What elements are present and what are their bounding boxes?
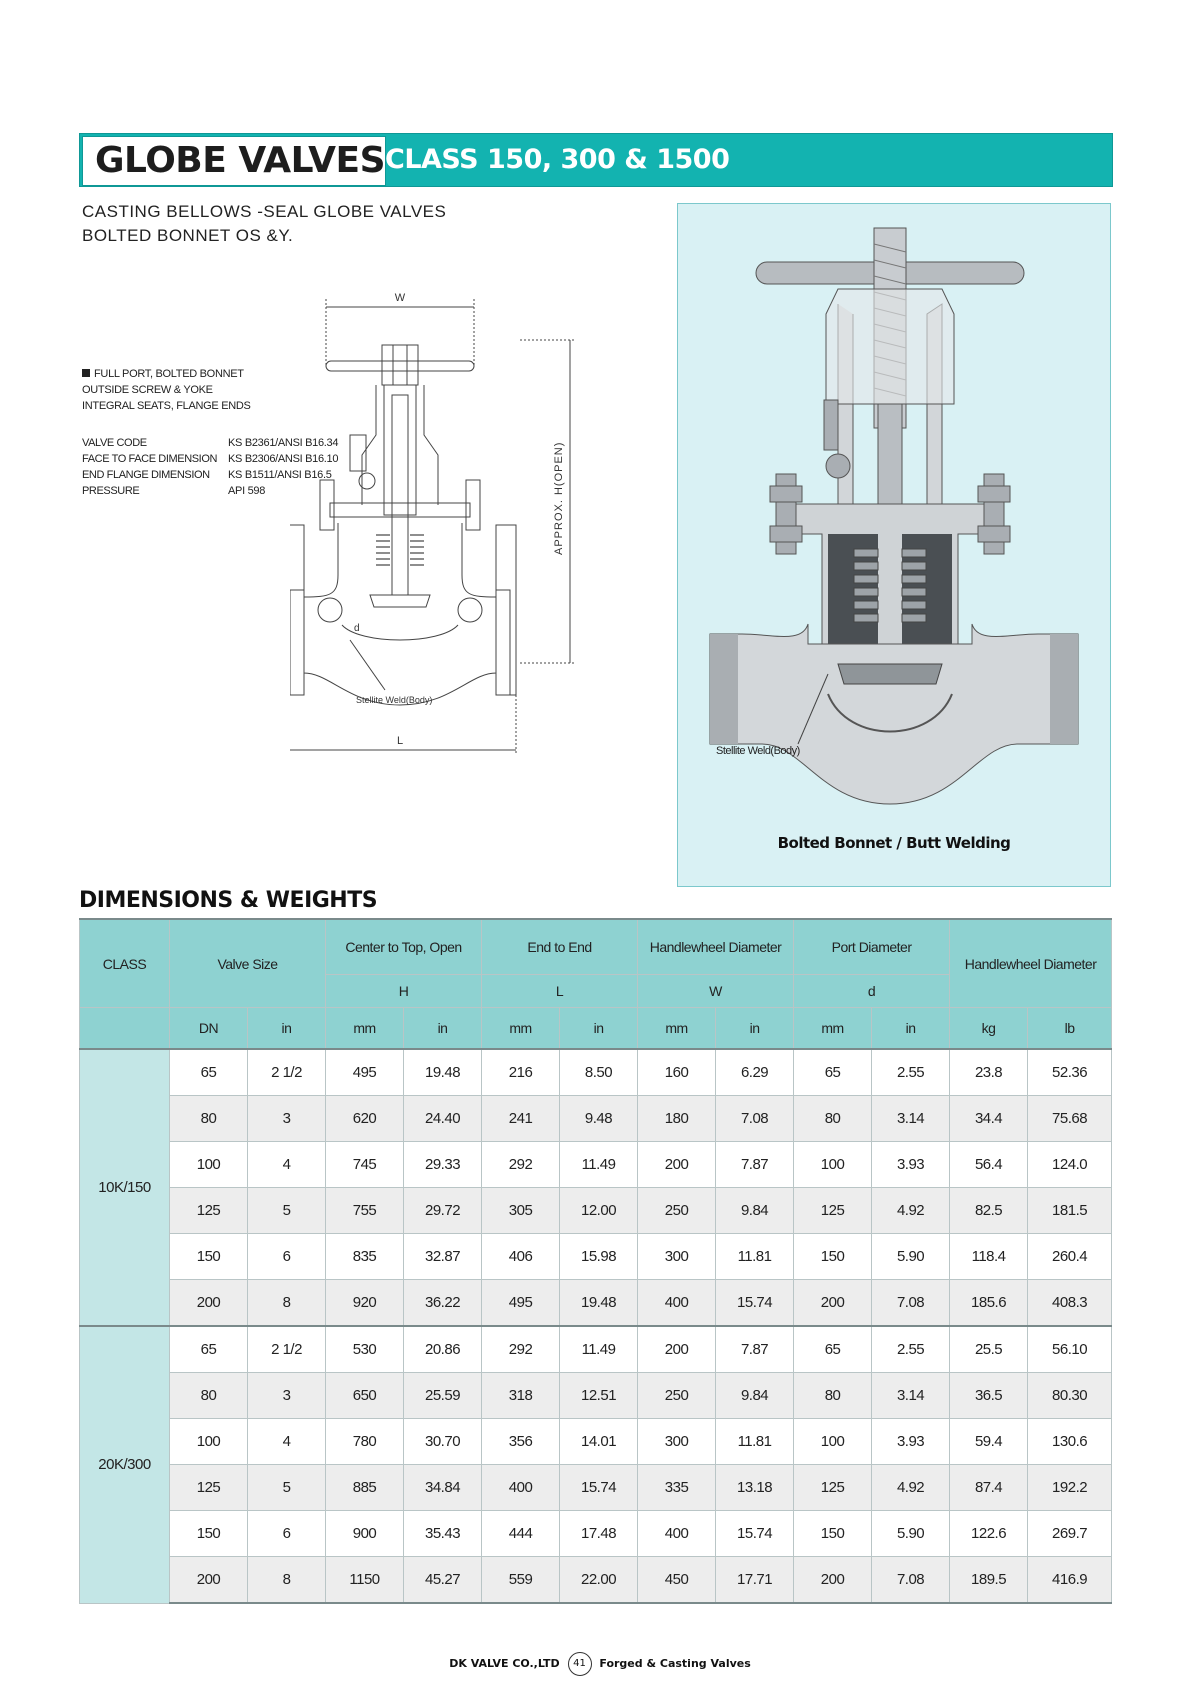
table-cell: 2.55 (872, 1049, 950, 1096)
table-cell: 11.81 (716, 1234, 794, 1280)
table-cell: 122.6 (950, 1511, 1028, 1557)
dimensions-table (79, 918, 1112, 1604)
table-cell: 200 (638, 1326, 716, 1373)
table-cell: 495 (326, 1049, 404, 1096)
table-cell: 7.08 (716, 1096, 794, 1142)
photo-caption: Bolted Bonnet / Butt Welding (777, 834, 1011, 852)
product-subtitle (82, 200, 446, 248)
table-cell: 24.40 (404, 1096, 482, 1142)
dim-d-label: d (354, 623, 360, 634)
sym-l: L (482, 975, 638, 1008)
table-cell: 300 (638, 1419, 716, 1465)
table-cell: 920 (326, 1280, 404, 1327)
photo-weld-note: Stellite Weld(Body) (716, 745, 800, 757)
table-cell: 745 (326, 1142, 404, 1188)
table-cell: 406 (482, 1234, 560, 1280)
table-cell: 130.6 (1028, 1419, 1112, 1465)
table-cell: 444 (482, 1511, 560, 1557)
table-cell: 8.50 (560, 1049, 638, 1096)
table-cell: 4 (248, 1419, 326, 1465)
table-cell: 495 (482, 1280, 560, 1327)
col-end-to-end: End to End (482, 919, 638, 975)
table-cell: 200 (638, 1142, 716, 1188)
table-cell: 4 (248, 1142, 326, 1188)
table-cell: 400 (638, 1280, 716, 1327)
feature-line-1: FULL PORT, BOLTED BONNET (94, 368, 244, 380)
table-row (80, 1049, 1112, 1096)
unit-lb: lb (1028, 1008, 1112, 1050)
table-cell: 885 (326, 1465, 404, 1511)
dim-h-label: APPROX. H(OPEN) (553, 441, 565, 555)
table-cell: 29.72 (404, 1188, 482, 1234)
table-cell: 80 (794, 1373, 872, 1419)
table-cell: 3.14 (872, 1096, 950, 1142)
unit-in: in (716, 1008, 794, 1050)
table-cell: 2.55 (872, 1326, 950, 1373)
table-cell: 29.33 (404, 1142, 482, 1188)
table-cell: 216 (482, 1049, 560, 1096)
table-cell: 530 (326, 1326, 404, 1373)
unit-mm: mm (326, 1008, 404, 1050)
table-cell: 400 (482, 1465, 560, 1511)
table-cell: 189.5 (950, 1557, 1028, 1604)
table-cell: 8 (248, 1280, 326, 1327)
class-cell: 20K/300 (80, 1326, 170, 1603)
table-row (80, 1280, 1112, 1327)
table-cell: 32.87 (404, 1234, 482, 1280)
unit-in: in (560, 1008, 638, 1050)
table-cell: 56.4 (950, 1142, 1028, 1188)
spec-key: END FLANGE DIMENSION (82, 469, 210, 481)
spec-key: VALVE CODE (82, 437, 147, 449)
spec-value: KS B2361/ANSI B16.34 (228, 437, 339, 449)
table-cell: 400 (638, 1511, 716, 1557)
table-cell: 200 (794, 1557, 872, 1604)
table-cell: 1150 (326, 1557, 404, 1604)
table-cell: 620 (326, 1096, 404, 1142)
title-band (79, 133, 1113, 187)
table-cell: 65 (170, 1326, 248, 1373)
table-cell: 300 (638, 1234, 716, 1280)
table-cell: 250 (638, 1373, 716, 1419)
table-cell: 7.87 (716, 1142, 794, 1188)
page-footer (0, 1652, 1200, 1676)
table-cell: 5.90 (872, 1234, 950, 1280)
table-cell: 292 (482, 1142, 560, 1188)
table-cell: 7.08 (872, 1557, 950, 1604)
feature-line-3: INTEGRAL SEATS, FLANGE ENDS (82, 400, 251, 412)
table-cell: 6 (248, 1511, 326, 1557)
table-cell: 25.59 (404, 1373, 482, 1419)
table-cell: 15.74 (716, 1511, 794, 1557)
table-cell: 65 (794, 1326, 872, 1373)
valve-cutaway-illustration (678, 204, 1110, 824)
col-weight: Handlewheel Diameter (950, 919, 1112, 1008)
table-cell: 15.74 (716, 1280, 794, 1327)
table-cell: 59.4 (950, 1419, 1028, 1465)
table-cell: 35.43 (404, 1511, 482, 1557)
table-row (80, 1096, 1112, 1142)
table-cell: 34.4 (950, 1096, 1028, 1142)
table-cell: 7.87 (716, 1326, 794, 1373)
table-cell: 12.51 (560, 1373, 638, 1419)
table-cell: 3.93 (872, 1142, 950, 1188)
feature-list (82, 366, 251, 414)
table-row (80, 1465, 1112, 1511)
table-cell: 17.48 (560, 1511, 638, 1557)
table-cell: 200 (794, 1280, 872, 1327)
table-cell: 335 (638, 1465, 716, 1511)
table-cell: 12.00 (560, 1188, 638, 1234)
dim-w-label: W (394, 292, 406, 304)
table-cell: 9.84 (716, 1373, 794, 1419)
table-cell: 416.9 (1028, 1557, 1112, 1604)
table-row (80, 1326, 1112, 1373)
table-cell: 11.49 (560, 1326, 638, 1373)
subtitle-line-1: CASTING BELLOWS -SEAL GLOBE VALVES (82, 202, 447, 221)
table-cell: 6.29 (716, 1049, 794, 1096)
table-cell: 19.48 (404, 1049, 482, 1096)
spec-value: API 598 (228, 485, 266, 497)
table-cell: 125 (170, 1465, 248, 1511)
spec-value: KS B1511/ANSI B16.5 (228, 469, 332, 481)
table-row (80, 1142, 1112, 1188)
table-row (80, 1419, 1112, 1465)
table-cell: 11.49 (560, 1142, 638, 1188)
table-cell: 2 1/2 (248, 1049, 326, 1096)
table-row (80, 1511, 1112, 1557)
table-cell: 150 (170, 1234, 248, 1280)
table-cell: 124.0 (1028, 1142, 1112, 1188)
table-cell: 7.08 (872, 1280, 950, 1327)
table-cell: 45.27 (404, 1557, 482, 1604)
table-cell: 241 (482, 1096, 560, 1142)
table-cell: 87.4 (950, 1465, 1028, 1511)
table-cell: 30.70 (404, 1419, 482, 1465)
table-cell: 292 (482, 1326, 560, 1373)
table-cell: 80 (794, 1096, 872, 1142)
table-cell: 150 (794, 1511, 872, 1557)
table-body (80, 1049, 1112, 1603)
table-cell: 180 (638, 1096, 716, 1142)
table-row (80, 1188, 1112, 1234)
table-cell: 20.86 (404, 1326, 482, 1373)
table-cell: 755 (326, 1188, 404, 1234)
table-cell: 181.5 (1028, 1188, 1112, 1234)
table-cell: 25.5 (950, 1326, 1028, 1373)
unit-in: in (872, 1008, 950, 1050)
sym-d: d (794, 975, 950, 1008)
table-cell: 56.10 (1028, 1326, 1112, 1373)
table-cell: 150 (794, 1234, 872, 1280)
table-cell: 8 (248, 1557, 326, 1604)
table-cell: 75.68 (1028, 1096, 1112, 1142)
col-handwheel-diameter: Handlewheel Diameter (638, 919, 794, 975)
table-cell: 36.5 (950, 1373, 1028, 1419)
unit-mm: mm (482, 1008, 560, 1050)
table-cell: 100 (794, 1142, 872, 1188)
table-cell: 125 (794, 1465, 872, 1511)
table-cell: 3 (248, 1373, 326, 1419)
table-cell: 3.93 (872, 1419, 950, 1465)
table-cell: 305 (482, 1188, 560, 1234)
table-cell: 559 (482, 1557, 560, 1604)
table-cell: 80 (170, 1096, 248, 1142)
table-cell: 185.6 (950, 1280, 1028, 1327)
table-cell: 780 (326, 1419, 404, 1465)
subtitle-line-2: BOLTED BONNET OS &Y. (82, 226, 294, 245)
unit-mm: mm (794, 1008, 872, 1050)
table-row (80, 1234, 1112, 1280)
sym-w: W (638, 975, 794, 1008)
table-cell: 5.90 (872, 1511, 950, 1557)
table-cell: 125 (170, 1188, 248, 1234)
table-cell: 65 (794, 1049, 872, 1096)
footer-company: DK VALVE CO.,LTD (449, 1657, 560, 1670)
bullet-square-icon (82, 369, 90, 377)
table-cell: 14.01 (560, 1419, 638, 1465)
table-cell: 650 (326, 1373, 404, 1419)
table-cell: 200 (170, 1280, 248, 1327)
table-cell: 900 (326, 1511, 404, 1557)
table-cell: 6 (248, 1234, 326, 1280)
table-cell: 835 (326, 1234, 404, 1280)
table-cell: 100 (170, 1142, 248, 1188)
table-cell: 125 (794, 1188, 872, 1234)
table-cell: 15.98 (560, 1234, 638, 1280)
col-valve-size: Valve Size (170, 919, 326, 1008)
table-cell: 34.84 (404, 1465, 482, 1511)
table-cell: 250 (638, 1188, 716, 1234)
table-cell: 192.2 (1028, 1465, 1112, 1511)
table-cell: 260.4 (1028, 1234, 1112, 1280)
dim-l-label: L (396, 735, 404, 747)
table-cell: 100 (170, 1419, 248, 1465)
unit-mm: mm (638, 1008, 716, 1050)
spec-key: PRESSURE (82, 485, 140, 497)
col-port-diameter: Port Diameter (794, 919, 950, 975)
table-cell: 200 (170, 1557, 248, 1604)
table-cell: 3.14 (872, 1373, 950, 1419)
col-center-to-top: Center to Top, Open (326, 919, 482, 975)
table-cell: 408.3 (1028, 1280, 1112, 1327)
cutaway-illustration-panel (677, 203, 1111, 887)
class-label: CLASS 150, 300 & 1500 (385, 144, 730, 175)
page-number: 41 (568, 1652, 592, 1676)
table-cell: 80.30 (1028, 1373, 1112, 1419)
table-cell: 450 (638, 1557, 716, 1604)
table-cell: 15.74 (560, 1465, 638, 1511)
table-cell: 9.84 (716, 1188, 794, 1234)
unit-in: in (248, 1008, 326, 1050)
table-cell: 19.48 (560, 1280, 638, 1327)
table-cell: 100 (794, 1419, 872, 1465)
table-cell: 52.36 (1028, 1049, 1112, 1096)
table-cell: 80 (170, 1373, 248, 1419)
unit-kg: kg (950, 1008, 1028, 1050)
table-cell: 150 (170, 1511, 248, 1557)
section-title: DIMENSIONS & WEIGHTS (79, 888, 378, 913)
table-cell: 318 (482, 1373, 560, 1419)
class-cell: 10K/150 (80, 1049, 170, 1326)
table-cell: 22.00 (560, 1557, 638, 1604)
table-cell: 9.48 (560, 1096, 638, 1142)
table-cell: 82.5 (950, 1188, 1028, 1234)
col-class: CLASS (80, 919, 170, 1008)
table-cell: 5 (248, 1465, 326, 1511)
page-title: GLOBE VALVES (82, 136, 386, 186)
table-cell: 11.81 (716, 1419, 794, 1465)
sym-h: H (326, 975, 482, 1008)
footer-catalog: Forged & Casting Valves (599, 1657, 751, 1670)
valve-line-drawing (290, 285, 580, 810)
table-cell: 13.18 (716, 1465, 794, 1511)
spec-value: KS B2306/ANSI B16.10 (228, 453, 339, 465)
table-cell: 2 1/2 (248, 1326, 326, 1373)
feature-line-2: OUTSIDE SCREW & YOKE (82, 384, 213, 396)
table-cell: 269.7 (1028, 1511, 1112, 1557)
table-cell: 17.71 (716, 1557, 794, 1604)
unit-blank (80, 1008, 170, 1050)
unit-in: in (404, 1008, 482, 1050)
table-cell: 4.92 (872, 1188, 950, 1234)
table-cell: 36.22 (404, 1280, 482, 1327)
table-cell: 160 (638, 1049, 716, 1096)
spec-key: FACE TO FACE DIMENSION (82, 453, 218, 465)
unit-dn: DN (170, 1008, 248, 1050)
table-cell: 356 (482, 1419, 560, 1465)
table-cell: 4.92 (872, 1465, 950, 1511)
drawing-weld-note: Stellite Weld(Body) (356, 695, 433, 705)
table-cell: 3 (248, 1096, 326, 1142)
table-cell: 5 (248, 1188, 326, 1234)
table-row (80, 1557, 1112, 1604)
table-row (80, 1373, 1112, 1419)
table-cell: 65 (170, 1049, 248, 1096)
table-cell: 23.8 (950, 1049, 1028, 1096)
table-cell: 118.4 (950, 1234, 1028, 1280)
